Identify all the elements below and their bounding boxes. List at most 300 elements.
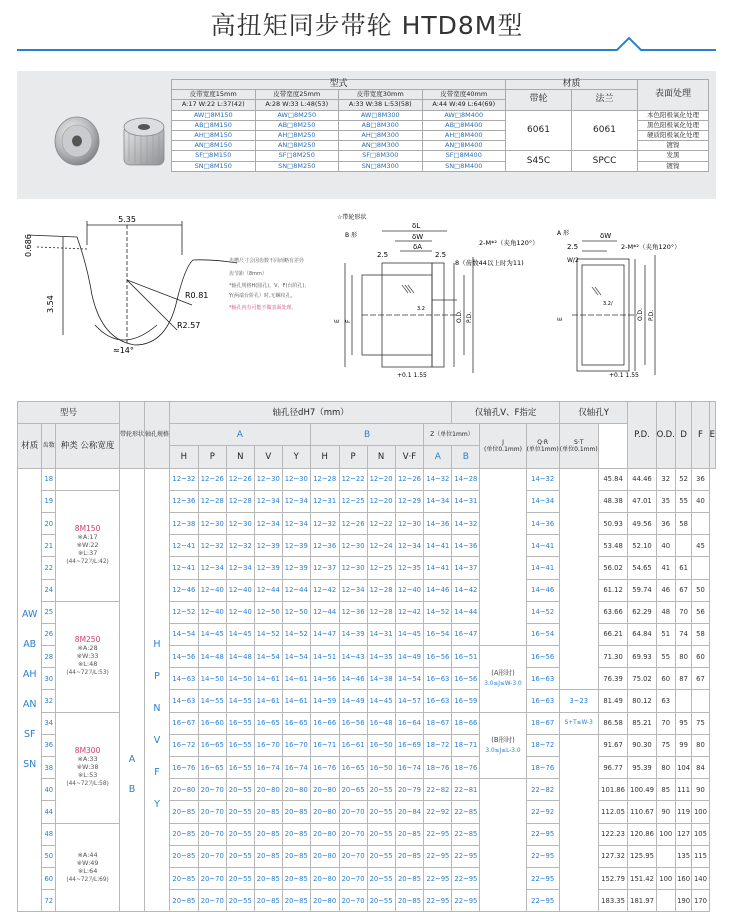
pd-value: 81.49 — [598, 690, 628, 712]
e-value — [692, 690, 709, 712]
bore-value: 22~95 — [424, 823, 452, 845]
qr-value: 16~63 — [526, 668, 559, 690]
type-row: AH□8M150 AH□8M250 AH□8M300 AH□8M400 硬质阳极氧化处理 — [172, 130, 709, 140]
bore-value: 12~37 — [310, 557, 339, 579]
bore-value: 14~31 — [452, 490, 480, 512]
bore-value: 16~65 — [198, 734, 226, 756]
header-qr: Q·R (单位1mm) — [526, 424, 559, 468]
svg-text:齿槽尺寸会因齿数不同而略有差异: 齿槽尺寸会因齿数不同而略有差异 — [229, 258, 305, 264]
spec-rows — [18, 468, 716, 912]
bore-value: 20~55 — [367, 845, 395, 867]
bore-value: 20~85 — [254, 823, 282, 845]
bore-value: 20~70 — [339, 801, 367, 823]
bore-value: 14~54 — [395, 668, 424, 690]
page-title: 高扭矩同步带轮 HTD8M型 — [210, 11, 524, 40]
bore-value: 20~85 — [282, 867, 310, 889]
bore-value: 16~50 — [367, 734, 395, 756]
bore-value: 20~85 — [395, 890, 424, 912]
bore-value: 12~50 — [254, 601, 282, 623]
bore-value: 12~25 — [339, 490, 367, 512]
bore-value: 14~63 — [169, 668, 198, 690]
bore-value: 14~50 — [198, 668, 226, 690]
e-value: 100 — [692, 801, 709, 823]
qr-value: 22~95 — [526, 890, 559, 912]
bore-value: 20~85 — [254, 845, 282, 867]
bore-value: 20~55 — [226, 801, 254, 823]
bore-value: 16~71 — [310, 734, 339, 756]
f-value: 104 — [675, 757, 691, 779]
svg-text:W/2: W/2 — [567, 257, 579, 264]
bore-value: 14~31 — [367, 623, 395, 645]
teeth-count: 30 — [42, 668, 56, 690]
teeth-count: 72 — [42, 890, 56, 912]
svg-text:O.D.: O.D. — [637, 308, 644, 321]
bore-value: 14~43 — [339, 646, 367, 668]
teeth-count: 44 — [42, 801, 56, 823]
od-value: 80.12 — [628, 690, 656, 712]
st-cell: S+T≤W-3 — [559, 712, 598, 734]
product-type-table — [171, 79, 709, 172]
e-value: 50 — [692, 579, 709, 601]
a-shape-drawing — [572, 241, 655, 375]
bore-value: 20~85 — [169, 867, 198, 889]
f-value: 52 — [675, 468, 691, 490]
bore-value: 16~64 — [395, 712, 424, 734]
teeth-count: 18 — [42, 468, 56, 490]
od-value: 100.49 — [628, 779, 656, 801]
st-cell: 3~23 — [559, 690, 598, 712]
svg-text:P.D.: P.D. — [466, 311, 473, 323]
header-f: F — [692, 402, 709, 469]
f-value: 190 — [675, 890, 691, 912]
pd-value: 122.23 — [598, 823, 628, 845]
bore-value: 22~85 — [452, 801, 480, 823]
bore-value: 20~80 — [310, 890, 339, 912]
dim-angle: ≈14° — [113, 346, 134, 355]
teeth-count: 25 — [42, 601, 56, 623]
e-value: 140 — [692, 867, 709, 889]
bore-value: 14~55 — [198, 690, 226, 712]
bore-value: 12~32 — [310, 512, 339, 534]
bore-value: 16~56 — [452, 668, 480, 690]
spec-code: 8M250 — [74, 635, 101, 645]
bore-value: 20~85 — [395, 867, 424, 889]
material-flange-spcc: SPCC — [572, 151, 638, 171]
bore-value: 12~28 — [226, 490, 254, 512]
bore-value: 14~45 — [395, 623, 424, 645]
f-value: 95 — [675, 712, 691, 734]
width-40: 皮带宽度40mm — [422, 90, 506, 100]
bore-value: 16~66 — [310, 712, 339, 734]
e-value — [692, 512, 709, 534]
bore-value: 20~55 — [367, 779, 395, 801]
pd-value: 45.84 — [598, 468, 628, 490]
svg-text:δA: δA — [413, 243, 423, 251]
material-pulley-s45c: S45C — [506, 151, 572, 171]
spec-code: 8M150 — [74, 524, 101, 534]
e-value: 40 — [692, 490, 709, 512]
header-st: S·T (单位0.1mm) — [559, 424, 598, 468]
bore-value: 22~95 — [452, 845, 480, 867]
bore-value: 20~80 — [169, 779, 198, 801]
bore-value: 20~80 — [310, 867, 339, 889]
dim-354: 3.54 — [46, 295, 55, 313]
header-b: B — [310, 424, 424, 446]
bore-value: 14~36 — [452, 535, 480, 557]
bore-value: 14~54 — [169, 623, 198, 645]
qr-value: 18~67 — [526, 712, 559, 734]
bore-value: 22~95 — [424, 867, 452, 889]
bore-value: 20~85 — [169, 801, 198, 823]
bore-value: 20~80 — [254, 779, 282, 801]
bore-value: 16~74 — [282, 757, 310, 779]
bore-value: 14~28 — [452, 468, 480, 490]
header-od: O.D. — [656, 402, 675, 469]
bore-value: 14~55 — [226, 690, 254, 712]
bore-value: 16~55 — [226, 734, 254, 756]
page-header — [0, 0, 734, 60]
od-value: 85.21 — [628, 712, 656, 734]
qr-value: 14~32 — [526, 468, 559, 490]
svg-text:2-M*²（夹角120°）: 2-M*²（夹角120°） — [479, 239, 539, 247]
bore-value: 12~30 — [226, 512, 254, 534]
svg-text:E: E — [557, 317, 564, 321]
e-value: 56 — [692, 601, 709, 623]
bore-value: 12~38 — [169, 512, 198, 534]
qr-value: 14~34 — [526, 490, 559, 512]
bore-value: 12~41 — [169, 535, 198, 557]
bore-value: 20~85 — [169, 845, 198, 867]
qr-value: 22~82 — [526, 779, 559, 801]
svg-text:*轴孔内有可能不做表面处理。: *轴孔内有可能不做表面处理。 — [229, 305, 297, 311]
svg-text:Y(两端台阶孔）时,无螺纹孔。: Y(两端台阶孔）时,无螺纹孔。 — [229, 293, 296, 299]
dim-0686: 0.686 — [24, 234, 33, 257]
svg-text:8（齿数44以上时为11): 8（齿数44以上时为11) — [455, 259, 524, 267]
technical-drawing — [17, 205, 716, 395]
bore-value: 20~80 — [310, 779, 339, 801]
bore-value: 14~48 — [226, 646, 254, 668]
bore-value: 12~32 — [198, 535, 226, 557]
bore-value: 14~61 — [282, 690, 310, 712]
bore-value: 18~76 — [424, 757, 452, 779]
tooth-profile — [27, 221, 237, 345]
svg-text:*轴孔规格H(圆孔)、V、F(台阶孔)、: *轴孔规格H(圆孔)、V、F(台阶孔)、 — [229, 283, 310, 289]
bore-value: 20~70 — [198, 779, 226, 801]
bore-value: 12~32 — [169, 468, 198, 490]
bore-value: 20~55 — [226, 890, 254, 912]
d-value: 70 — [656, 712, 675, 734]
bore-value: 16~63 — [424, 668, 452, 690]
bore-value: 12~20 — [367, 490, 395, 512]
pulley-photo — [39, 101, 179, 181]
bore-value: 12~26 — [226, 468, 254, 490]
bore-value: 16~59 — [452, 690, 480, 712]
teeth-count: 32 — [42, 690, 56, 712]
bore-value: 14~44 — [452, 601, 480, 623]
bore-value: 12~29 — [395, 490, 424, 512]
teeth-count: 24 — [42, 579, 56, 601]
drawing-notes — [228, 257, 309, 311]
bore-value: 14~32 — [424, 468, 452, 490]
pd-value: 96.77 — [598, 757, 628, 779]
bore-value: 16~61 — [339, 734, 367, 756]
bore-value: 20~80 — [310, 823, 339, 845]
f-value: 70 — [675, 601, 691, 623]
bore-value: 22~95 — [452, 867, 480, 889]
spec-code: 8M300 — [74, 746, 101, 756]
material-code: SN — [23, 758, 37, 770]
bore-value: 16~65 — [282, 712, 310, 734]
svg-text:δL: δL — [412, 222, 421, 230]
d-value: 35 — [656, 490, 675, 512]
bore-value: 12~30 — [198, 512, 226, 534]
bore-value: 12~34 — [198, 557, 226, 579]
pd-value: 112.05 — [598, 801, 628, 823]
bore-value: 12~44 — [310, 601, 339, 623]
qr-value: 16~54 — [526, 623, 559, 645]
dim-r081: R0.81 — [185, 291, 209, 300]
d-value: 85 — [656, 779, 675, 801]
bore-value: 12~34 — [254, 490, 282, 512]
svg-text:δW: δW — [412, 233, 424, 241]
e-value: 115 — [692, 845, 709, 867]
bore-value: 12~39 — [282, 535, 310, 557]
bore-value: 20~85 — [169, 823, 198, 845]
bore-value: 14~45 — [367, 690, 395, 712]
pd-value: 53.48 — [598, 535, 628, 557]
d-value: 40 — [656, 535, 675, 557]
bore-value: 20~80 — [310, 845, 339, 867]
width-code-25: A:28 W:33 L:48(53) — [255, 100, 339, 110]
bore-value: 14~47 — [310, 623, 339, 645]
bore-value: 12~31 — [310, 490, 339, 512]
material-code: AB — [23, 638, 37, 650]
qr-value: 16~56 — [526, 646, 559, 668]
f-value: 55 — [675, 490, 691, 512]
d-value: 36 — [656, 512, 675, 534]
header-surface: 表面处理 — [638, 80, 709, 111]
teeth-count: 36 — [42, 734, 56, 756]
type-row: AN□8M150 AN□8M250 AN□8M300 AN□8M400 镀镍 — [172, 141, 709, 151]
bore-value: 12~26 — [339, 512, 367, 534]
bore-value: 20~65 — [339, 779, 367, 801]
d-value: 48 — [656, 601, 675, 623]
header-bore-dia: 轴孔径dH7（mm） — [169, 402, 451, 424]
bore-value: 14~61 — [282, 668, 310, 690]
bore-value: 16~70 — [282, 734, 310, 756]
d-value: 100 — [656, 823, 675, 845]
bore-value: 14~61 — [254, 690, 282, 712]
qr-value: 14~41 — [526, 535, 559, 557]
bore-value: 20~55 — [226, 823, 254, 845]
bore-value: 20~55 — [367, 823, 395, 845]
material-code: AW — [22, 608, 38, 620]
f-value: 58 — [675, 512, 691, 534]
svg-text:3.2: 3.2 — [417, 306, 425, 312]
bore-value: 12~30 — [254, 468, 282, 490]
pd-value: 66.21 — [598, 623, 628, 645]
bore-value: 22~92 — [424, 801, 452, 823]
f-value — [675, 690, 691, 712]
bore-value: 16~60 — [198, 712, 226, 734]
width-code-30: A:33 W:38 L:53(58) — [339, 100, 423, 110]
od-value: 120.86 — [628, 823, 656, 845]
bore-value: 20~70 — [339, 845, 367, 867]
bore-value: 14~52 — [282, 623, 310, 645]
pd-value: 152.79 — [598, 867, 628, 889]
j-cell: (A形时) 3.0≤J≤W-3.0 — [480, 646, 526, 713]
spec-cell: 8M300 ※A:33 ※W:38 ※L:53 (44~72为L:58) — [56, 712, 120, 823]
bore-value: 20~55 — [226, 779, 254, 801]
bore-value: 16~70 — [254, 734, 282, 756]
od-value: 90.30 — [628, 734, 656, 756]
bore-value: 16~69 — [395, 734, 424, 756]
bore-value: 16~63 — [424, 690, 452, 712]
bore-value: 16~47 — [452, 623, 480, 645]
material-flange-6061: 6061 — [572, 110, 638, 151]
bore-value: 12~30 — [395, 512, 424, 534]
od-value: 181.97 — [628, 890, 656, 912]
spec-cell: 8M150 ※A:17 ※W:22 ※L:37 (44~72为L:42) — [56, 490, 120, 601]
bore-value: 12~39 — [282, 557, 310, 579]
shape-a-label: A 形 — [557, 230, 570, 237]
header-only-y: 仅轴孔Y — [559, 402, 628, 424]
bore-value: 14~41 — [424, 557, 452, 579]
bore-value: 12~39 — [254, 557, 282, 579]
bore-value: 16~76 — [310, 757, 339, 779]
header-tooth-shape: 带轮形状 — [119, 402, 144, 469]
material-code: AH — [22, 668, 37, 680]
teeth-count: 28 — [42, 646, 56, 668]
bore-value: 12~36 — [169, 490, 198, 512]
od-value: 95.39 — [628, 757, 656, 779]
bore-value: 12~44 — [282, 579, 310, 601]
d-value: 60 — [656, 668, 675, 690]
bore-value: 16~74 — [395, 757, 424, 779]
bore-value: 14~37 — [452, 557, 480, 579]
e-value: 84 — [692, 757, 709, 779]
bore-value: 12~42 — [310, 579, 339, 601]
j-cell: (B形时) 3.0≤J≤L-3.0 — [480, 712, 526, 779]
pd-value: 127.32 — [598, 845, 628, 867]
qr-value: 22~95 — [526, 845, 559, 867]
od-value: 110.67 — [628, 801, 656, 823]
bore-value: 12~34 — [282, 512, 310, 534]
header-teeth: 齿数 — [42, 424, 56, 468]
bore-value: 14~36 — [424, 512, 452, 534]
spec-cell: ※A:44 ※W:49 ※L:64 (44~72为L:69) — [56, 823, 120, 912]
svg-text:+0.1 1.55: +0.1 1.55 — [397, 372, 427, 379]
bore-value: 16~48 — [367, 712, 395, 734]
bore-value: 22~95 — [452, 890, 480, 912]
bore-value: 12~26 — [198, 468, 226, 490]
teeth-count: 20 — [42, 512, 56, 534]
bore-value: 20~84 — [395, 801, 424, 823]
bore-value: 16~74 — [254, 757, 282, 779]
qr-value: 14~46 — [526, 579, 559, 601]
bore-value: 20~85 — [169, 890, 198, 912]
bore-value: 20~70 — [339, 890, 367, 912]
bore-value: 12~40 — [198, 601, 226, 623]
e-value: 36 — [692, 468, 709, 490]
qr-value: 16~63 — [526, 690, 559, 712]
bore-value: 12~28 — [198, 490, 226, 512]
header-flange: 法兰 — [572, 90, 638, 110]
teeth-count: 50 — [42, 845, 56, 867]
material-pulley-6061: 6061 — [506, 110, 572, 151]
bore-value: 12~40 — [226, 579, 254, 601]
b-shape-drawing — [345, 231, 473, 373]
bore-value: 12~42 — [395, 601, 424, 623]
bore-value: 20~55 — [367, 867, 395, 889]
od-value: 64.84 — [628, 623, 656, 645]
pd-value: 86.58 — [598, 712, 628, 734]
f-value: 135 — [675, 845, 691, 867]
f-value: 67 — [675, 579, 691, 601]
bore-value: 12~22 — [367, 512, 395, 534]
bore-spec-cell: H P N V F Y — [144, 468, 169, 912]
svg-text:2.5: 2.5 — [435, 251, 447, 259]
type-row: SN□8M150 SN□8M250 SN□8M300 SN□8M400 镀镍 — [172, 161, 709, 171]
teeth-count: 40 — [42, 779, 56, 801]
bore-value: 12~30 — [339, 535, 367, 557]
bore-value: 16~65 — [339, 757, 367, 779]
pd-value: 101.86 — [598, 779, 628, 801]
bore-value: 22~95 — [424, 845, 452, 867]
dim-535: 5.35 — [118, 215, 136, 224]
f-value: 127 — [675, 823, 691, 845]
shape-label: ☆带轮形状 — [337, 214, 367, 221]
d-value: 100 — [656, 867, 675, 889]
bore-value: 20~70 — [198, 823, 226, 845]
teeth-count: 48 — [42, 823, 56, 845]
od-value: 62.29 — [628, 601, 656, 623]
width-15: 皮带宽度15mm — [172, 90, 256, 100]
bore-value: 20~70 — [339, 823, 367, 845]
qr-value: 22~95 — [526, 867, 559, 889]
j-cell — [480, 779, 526, 912]
bore-value: 14~38 — [367, 668, 395, 690]
pd-value: 91.67 — [598, 734, 628, 756]
pd-value: 76.39 — [598, 668, 628, 690]
bore-value: 14~52 — [254, 623, 282, 645]
dim-r257: R2.57 — [177, 321, 201, 330]
e-value: 80 — [692, 734, 709, 756]
bore-value: 20~70 — [198, 845, 226, 867]
bore-value: 20~85 — [282, 890, 310, 912]
teeth-count: 26 — [42, 623, 56, 645]
bore-value: 20~85 — [282, 845, 310, 867]
bore-value: 12~32 — [226, 535, 254, 557]
bore-value: 14~48 — [198, 646, 226, 668]
header-material: 材质 — [18, 424, 42, 468]
bore-value: 18~71 — [452, 734, 480, 756]
bore-value: 14~54 — [254, 646, 282, 668]
bore-value: 12~28 — [367, 579, 395, 601]
bore-value: 12~30 — [282, 468, 310, 490]
bore-value: 12~39 — [254, 535, 282, 557]
qr-value: 14~41 — [526, 557, 559, 579]
bore-value: 16~56 — [424, 646, 452, 668]
svg-text:P.D.: P.D. — [648, 309, 655, 321]
bore-value: 16~51 — [452, 646, 480, 668]
qr-value: 22~95 — [526, 823, 559, 845]
header-d: D — [675, 402, 691, 469]
spec-cell: 8M250 ※A:28 ※W:33 ※L:48 (44~72为L:53) — [56, 601, 120, 712]
bore-value: 14~49 — [395, 646, 424, 668]
bore-value: 14~52 — [424, 601, 452, 623]
bore-value: 12~34 — [226, 557, 254, 579]
